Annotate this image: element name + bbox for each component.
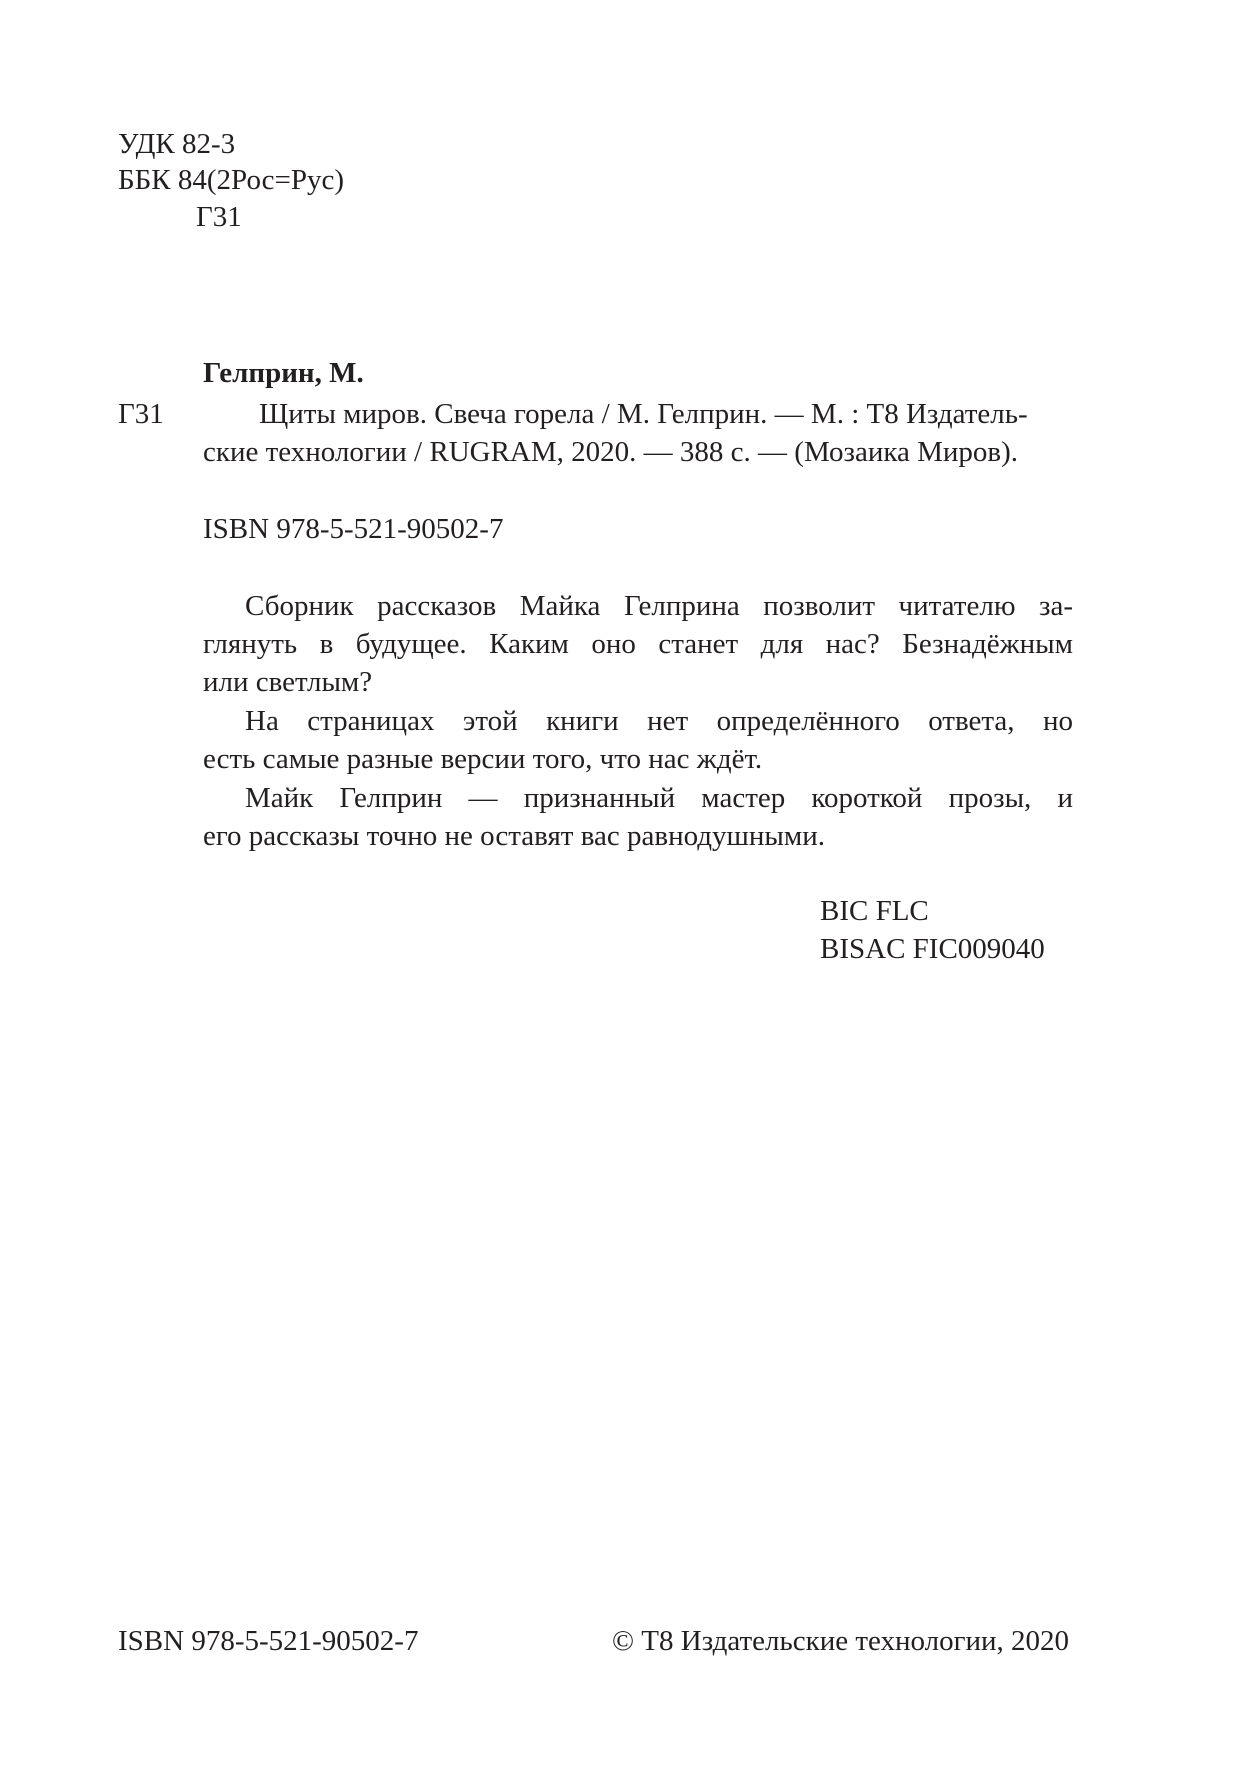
author-mark-record: Г31 [118,398,164,430]
footer-copyright: © Т8 Издательские технологии, 2020 [612,1625,1070,1657]
udk-code: УДК 82-3 [118,128,236,160]
bibliographic-description-line-2: ские технологии / RUGRAM, 2020. — 388 с. — (Мозаика Миров). [203,436,1019,468]
bic-code: BIC FLC [820,895,929,927]
author-mark-top: Г31 [196,201,242,233]
bibliographic-description-line-1: Щиты миров. Свеча горела / М. Гелприн. — М. : Т8 Издатель- [259,398,1028,430]
author-heading: Гелприн, М. [203,357,364,389]
annotation-paragraph [203,779,1073,855]
annotation [203,587,1073,855]
annotation-line: На страницах этой книги нет определённого ответа, но [245,705,1073,737]
annotation-paragraph [203,587,1073,701]
annotation-line: его рассказы точно не оставят вас равнодушными. [203,820,825,852]
annotation-line: Сборник рассказов Майка Гелприна позволит читателю за- [245,590,1073,622]
annotation-line: есть самые разные версии того, что нас ждёт. [203,743,763,775]
isbn-record: ISBN 978-5-521-90502-7 [203,513,504,545]
bbk-code: ББК 84(2Рос=Рус) [118,164,345,196]
annotation-paragraph [203,702,1073,778]
annotation-line: глянуть в будущее. Каким оно станет для нас? Безнадёжным [203,628,1073,660]
annotation-line: или светлым? [203,666,373,698]
bisac-code: BISAC FIC009040 [820,933,1045,965]
annotation-line: Майк Гелприн — признанный мастер короткой прозы, и [245,782,1073,814]
footer-isbn: ISBN 978-5-521-90502-7 [118,1625,419,1657]
